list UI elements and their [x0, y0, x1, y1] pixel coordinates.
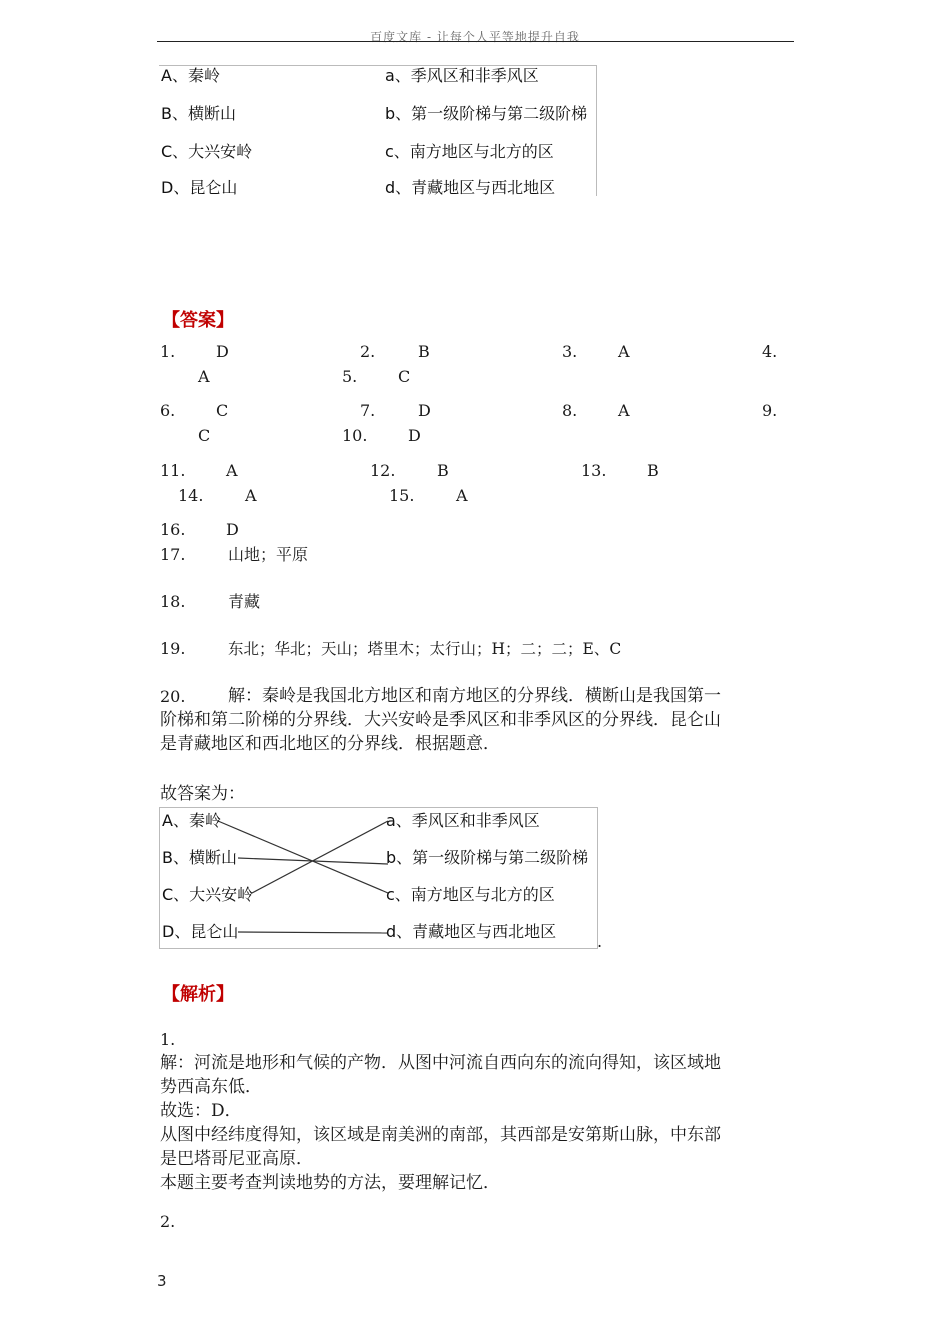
answer-val: B	[437, 461, 449, 480]
q20-explanation: 解：秦岭是我国北方地区和南方地区的分界线．横断山是我国第一 阶梯和第二阶梯的分界线．大兴安岭是季风区和非季风区的分界线．昆仑山 是青藏地区和西北地区的分界线．根据题意．	[160, 686, 721, 754]
answer-num: 6.	[160, 401, 176, 420]
answer-num: 8.	[562, 401, 578, 420]
answer-num: 12.	[370, 461, 396, 480]
match-left-c: C、大兴安岭	[162, 885, 254, 904]
answer-num: 7.	[360, 401, 376, 420]
match-left-c: C、大兴安岭	[161, 142, 253, 161]
match-left-a: A、秦岭	[161, 66, 220, 85]
answer-num: 17.	[160, 545, 186, 564]
answer-num: 13.	[581, 461, 607, 480]
answer-val: B	[647, 461, 659, 480]
analysis-q1-text: 解：河流是地形和气候的产物．从图中河流自西向东的流向得知，该区域地 势西高东低． 故选：D． 从图中经纬度得知，该区域是南美洲的南部，其西部是安第斯山脉，中东部 是巴塔哥尼亚高原． 本题主要考查判读地势的方法，要理解记忆．	[160, 1053, 721, 1193]
trailing-period: .	[597, 932, 603, 951]
answer-val: 东北；华北；天山；塔里木；太行山；H；二；二；E、C	[228, 640, 622, 658]
answer-val: C	[216, 401, 229, 420]
answer-val: A	[618, 342, 630, 361]
answer-val: A	[198, 367, 210, 386]
answer-val: 青藏	[228, 592, 261, 611]
answer-val: 山地；平原	[228, 545, 309, 564]
answer-num: 15.	[389, 486, 415, 505]
answer-num: 10.	[342, 426, 368, 445]
answer-val: C	[198, 426, 211, 445]
answer-num: 5.	[342, 367, 358, 386]
answer-num: 18.	[160, 592, 186, 611]
matching-table-question	[159, 65, 597, 196]
answer-num: 4.	[762, 342, 778, 361]
match-left-d: D、昆仑山	[162, 922, 239, 941]
match-right-b: b、第一级阶梯与第二级阶梯	[385, 104, 588, 123]
answer-num: 16.	[160, 520, 186, 539]
answer-val: A	[245, 486, 257, 505]
answer-val: D	[418, 401, 431, 420]
match-right-c: c、南方地区与北方的区	[386, 885, 555, 904]
match-right-d: d、青藏地区与西北地区	[386, 922, 557, 941]
answers-heading: 【答案】	[162, 310, 234, 331]
q20-conclusion: 故答案为：	[160, 784, 245, 804]
answer-num: 19.	[160, 639, 186, 658]
answer-val: D	[216, 342, 229, 361]
match-left-a: A、秦岭	[162, 811, 221, 830]
analysis-heading: 【解析】	[162, 984, 234, 1005]
match-right-d: d、青藏地区与西北地区	[385, 178, 556, 197]
page-header: 百度文库 - 让每个人平等地提升自我	[370, 30, 580, 44]
answer-val: A	[618, 401, 630, 420]
answer-num: 9.	[762, 401, 778, 420]
matching-table-answer	[159, 807, 598, 949]
match-right-a: a、季风区和非季风区	[385, 66, 539, 85]
match-left-b: B、横断山	[162, 848, 237, 867]
answer-num: 11.	[160, 461, 186, 480]
answer-num: 20.	[160, 687, 186, 706]
answer-val: D	[408, 426, 421, 445]
answer-num: 2.	[360, 342, 376, 361]
match-left-d: D、昆仑山	[161, 178, 238, 197]
match-right-b: b、第一级阶梯与第二级阶梯	[386, 848, 589, 867]
answer-val: C	[398, 367, 411, 386]
match-right-a: a、季风区和非季风区	[386, 811, 540, 830]
answer-val: B	[418, 342, 430, 361]
answer-val: A	[456, 486, 468, 505]
answer-val: A	[226, 461, 238, 480]
analysis-q1-num: 1.	[160, 1030, 176, 1049]
match-right-c: c、南方地区与北方的区	[385, 142, 554, 161]
analysis-q2-num: 2.	[160, 1212, 176, 1231]
answer-num: 14.	[178, 486, 204, 505]
header-rule	[157, 41, 794, 42]
answer-val: D	[226, 520, 239, 539]
answer-num: 1.	[160, 342, 176, 361]
answer-num: 3.	[562, 342, 578, 361]
match-left-b: B、横断山	[161, 104, 236, 123]
page-number: 3	[157, 1272, 167, 1290]
